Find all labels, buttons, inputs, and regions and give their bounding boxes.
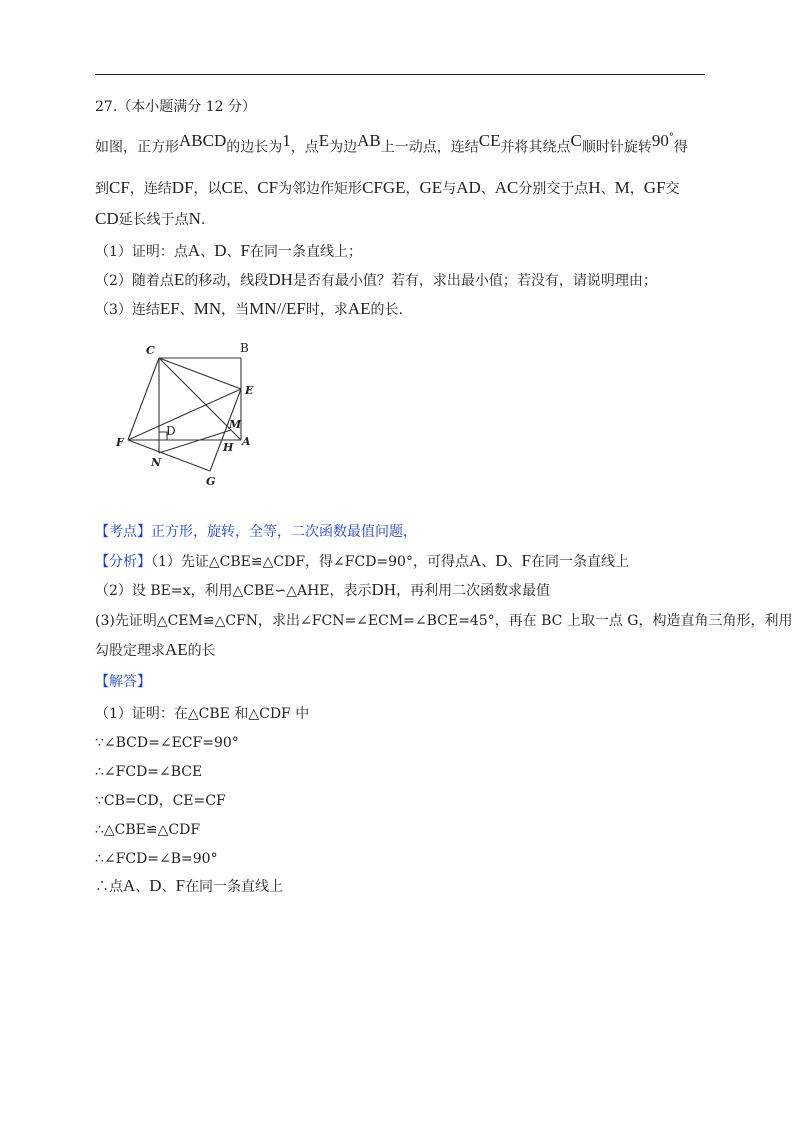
label-F: F <box>116 436 124 449</box>
math: D <box>214 241 227 260</box>
text: 、 <box>135 879 150 895</box>
text: 的边长为 <box>226 139 283 156</box>
text: 并将其绕点 <box>500 139 571 156</box>
label-G: G <box>206 475 216 488</box>
math: D <box>149 876 162 895</box>
math: C <box>570 130 582 150</box>
math: F <box>240 241 250 260</box>
math: 1 <box>282 130 291 150</box>
question-line-1 <box>95 130 688 158</box>
text: 与 <box>442 181 457 197</box>
math: CF <box>257 178 279 197</box>
math: A <box>187 241 201 260</box>
text: 的移动，线段 <box>184 273 269 289</box>
header-rule <box>95 74 705 75</box>
fenxi-line-3: (3)先证明△CEM≌△CFN，求出∠FCN=∠ECM=∠BCE=45°，再在 BC 上取一点 G，构造直角三角形，利用 <box>95 613 793 629</box>
text: ，当 <box>221 302 250 318</box>
math: AE <box>347 299 371 318</box>
math: A <box>468 551 482 570</box>
jieda-step-5: ∴△CBE≌△CDF <box>95 822 201 838</box>
text: 、 <box>161 879 176 895</box>
math: MN <box>193 299 222 318</box>
text: 勾股定理求 <box>95 643 165 659</box>
text: 在同一条直线上 <box>185 879 284 895</box>
text: ，以 <box>193 181 222 197</box>
math: MN//EF <box>249 299 306 318</box>
math: E <box>173 270 185 289</box>
label-B: B <box>240 341 249 355</box>
question-line-3 <box>95 209 205 230</box>
text: （3）连结 <box>95 302 160 318</box>
math: D <box>495 551 508 570</box>
label-N: N <box>151 456 162 469</box>
degree: ° <box>668 132 674 143</box>
text: 到 <box>95 181 109 197</box>
text: 、 <box>243 181 258 197</box>
math: ABCD <box>179 130 227 150</box>
jieda-step-2: ∵∠BCD=∠ECF=90° <box>95 735 239 751</box>
jieda-step-4: ∵CB=CD，CE=CF <box>95 793 226 809</box>
question-number: 27. <box>95 99 118 115</box>
text: 在同一条直线上 <box>531 554 629 570</box>
text: 延长线于点 <box>118 212 189 228</box>
text: ，连结 <box>129 181 172 197</box>
math: H <box>588 178 601 197</box>
text: ，再利用二次函数求最值 <box>396 583 551 599</box>
math: CFGE <box>362 178 406 197</box>
fenxi-line-2 <box>95 580 550 601</box>
text: 的长. <box>370 302 403 318</box>
math: F <box>175 876 186 895</box>
text: 顺时针旋转 <box>581 139 652 156</box>
fenxi-line-4 <box>95 640 216 661</box>
math: GE <box>419 178 443 197</box>
math: DH <box>371 580 397 599</box>
math: N <box>188 209 201 228</box>
math: AC <box>494 178 519 197</box>
math: DH <box>268 270 293 289</box>
text: 、 <box>200 244 215 260</box>
kaodian-line <box>95 522 417 542</box>
math: AB <box>357 130 381 150</box>
text: 、 <box>481 554 496 570</box>
text: （2）设 BE=x，利用△CBE∽△AHE，表示 <box>95 583 372 599</box>
question-part-1 <box>95 241 362 262</box>
text: （2）随着点 <box>95 273 174 289</box>
text: 交 <box>665 181 680 197</box>
text: 分别交于点 <box>518 181 589 197</box>
math: 90 <box>651 130 669 150</box>
text: 、 <box>507 554 522 570</box>
segment-CE <box>159 358 241 389</box>
text: 、 <box>179 302 194 318</box>
kaodian-text: 正方形，旋转，全等，二次函数最值问题， <box>151 524 417 540</box>
label-M: M <box>229 418 242 431</box>
math: EF <box>159 299 180 318</box>
text: 在同一条直线上； <box>249 244 362 260</box>
jieda-tag: 【解答】 <box>95 674 151 690</box>
math: AE <box>165 640 188 659</box>
text: 时，求 <box>305 302 348 318</box>
jieda-step-1: （1）证明：在△CBE 和△CDF 中 <box>95 706 310 722</box>
geometry-figure <box>108 336 268 492</box>
text: 为邻边作矩形 <box>278 181 363 197</box>
math: CD <box>95 209 119 228</box>
text: （1）先证△CBE≌△CDF，得∠FCD=90°，可得点 <box>151 554 469 570</box>
jieda-step-7 <box>95 876 283 897</box>
text: 、 <box>480 181 495 197</box>
math: CF <box>109 178 130 197</box>
math: DF <box>171 178 194 197</box>
question-part-3 <box>95 299 403 320</box>
text: ，点 <box>290 139 319 156</box>
text: ， <box>405 181 420 197</box>
text: 是否有最小值？若有，求出最小值；若没有，请说明理由； <box>292 273 657 289</box>
text: ∴点 <box>95 879 123 895</box>
question-line-2 <box>95 178 680 199</box>
math: GF <box>643 178 666 197</box>
text: 得 <box>673 139 688 156</box>
math: F <box>521 551 531 570</box>
text: 、 <box>600 181 615 197</box>
text: 上一动点，连结 <box>380 139 479 156</box>
math: CE <box>478 130 501 150</box>
text: . <box>200 212 206 228</box>
math: A <box>123 876 136 895</box>
math: AD <box>456 178 481 197</box>
label-A: A <box>242 435 251 448</box>
label-C: C <box>146 344 155 357</box>
fenxi-line-1 <box>95 551 629 572</box>
segment-FG <box>128 440 210 471</box>
text: 如图，正方形 <box>95 139 179 156</box>
kaodian-tag: 【考点】 <box>95 524 151 540</box>
text: （1）证明：点 <box>95 244 188 260</box>
fenxi-tag: 【分析】 <box>95 554 151 570</box>
text: ， <box>629 181 644 197</box>
question-points: （本小题满分 12 分） <box>117 99 256 115</box>
jieda-step-3: ∴∠FCD=∠BCE <box>95 764 203 780</box>
label-D: D <box>166 424 176 438</box>
label-E: E <box>245 384 254 397</box>
question-header <box>95 97 256 117</box>
jieda-step-6: ∴∠FCD=∠B=90° <box>95 851 218 867</box>
math: M <box>614 178 630 197</box>
math: CE <box>221 178 244 197</box>
text: 的长 <box>187 643 216 659</box>
label-H: H <box>223 441 234 454</box>
text: 为边 <box>329 139 358 156</box>
text: 、 <box>226 244 241 260</box>
math: E <box>318 130 330 150</box>
question-part-2 <box>95 270 657 291</box>
